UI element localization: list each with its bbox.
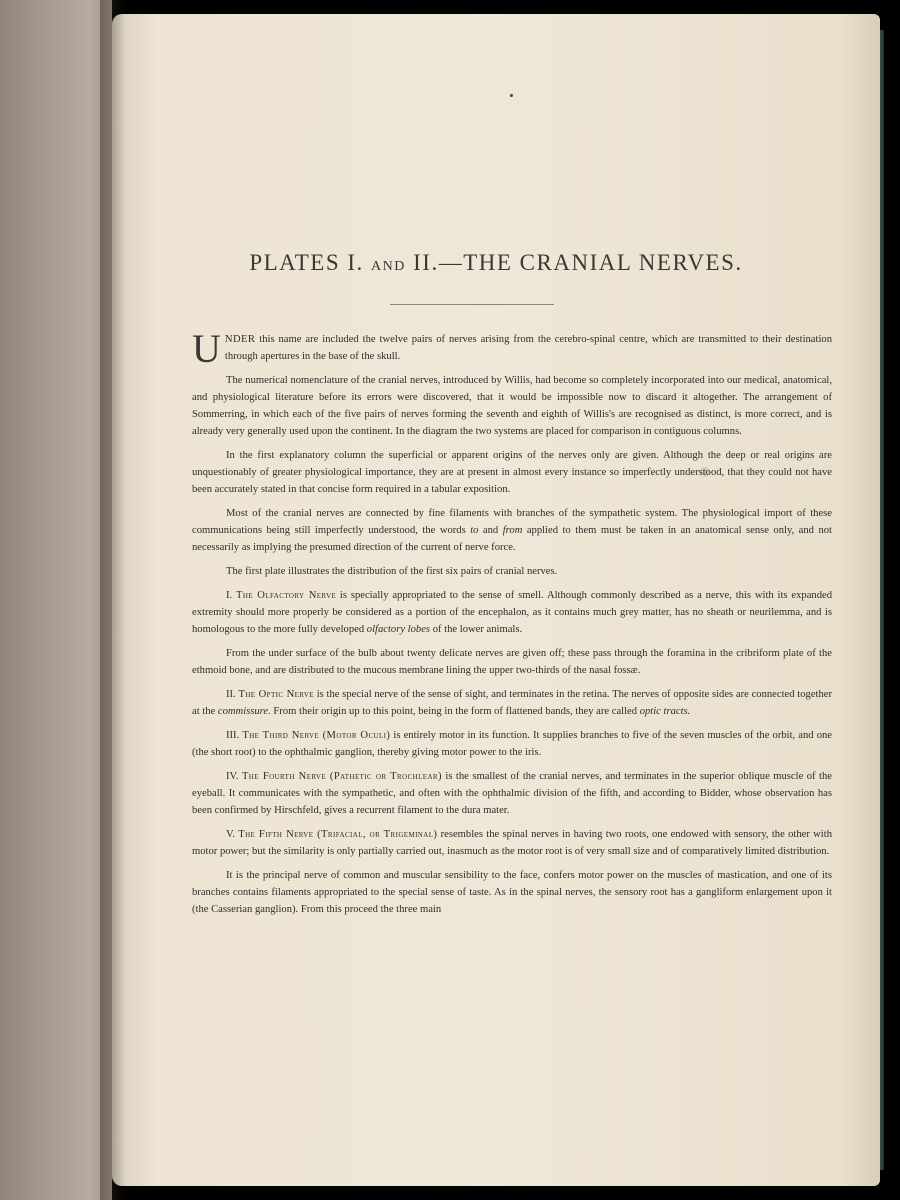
p8-italic-tracts: optic tracts. <box>639 706 691 717</box>
paragraph-first-plate: The first plate illustrates the distribution of the first six pairs of cranial nerves. <box>226 566 558 577</box>
p4-text-b: and <box>478 525 503 536</box>
p11-text: resembles the spinal nerves in having two roots, one endowed with sensory, the other with motor power; but the similarity is only partially carried out, inasmuch as the motor root is of very small size and of comparatively limited distribution. <box>192 829 832 857</box>
page-mark <box>510 94 513 97</box>
page-title <box>112 250 880 276</box>
paragraph-fourth-nerve <box>192 768 832 819</box>
paragraph-bulb: From the under surface of the bulb about twenty delicate nerves are given off; these pass through the foramina in the cribriform plate of the ethmoid bone, and are distributed to the mucous membrane lining the upper two-thirds of the nasal fossæ. <box>192 648 832 676</box>
p4-italic-to: to <box>470 525 479 536</box>
title-and: AND <box>371 259 406 274</box>
paragraph-sympathetic <box>192 505 832 556</box>
p9-nerve-name: The Third Nerve (Motor Oculi) <box>242 730 391 741</box>
p10-nerve-name: The Fourth Nerve (Pathetic or Trochlear) <box>241 771 442 782</box>
p10-text: is the smallest of the cranial nerves, and terminates in the superior oblique muscle of the eyeball. It communicates with the sympathetic, and often with the ophthalmic division of the fifth, and according to Bidder, whose observation has been confirmed by Hirschfeld, gives a recurrent filament to the dura mater. <box>192 771 832 816</box>
intro-text: this name are included the twelve pairs of nerves arising from the cerebro-spinal centre, which are transmitted to their destination through apertures in the base of the skull. <box>224 334 832 362</box>
paragraph-origins: In the first explanatory column the superficial or apparent origins of the nerves only are given. Although the deep or real origins are unquestionably of greater physiological importance, they are at present in almost every instance so imperfectly understood, that they could not have been accurately stated in that concise form required in a tabular exposition. <box>192 450 832 495</box>
p8-text-a: is the special nerve of the sense of sight, and terminates in the retina. The nerves of opposite sides are connected together at the <box>192 689 832 717</box>
drop-cap: U <box>192 326 221 371</box>
p11-nerve-name: The Fifth Nerve (Trifacial, or Trigeminal) <box>238 829 438 840</box>
p8-text-b: From their origin up to this point, being in the form of flattened bands, they are called <box>270 706 640 717</box>
paragraph-intro <box>192 326 832 371</box>
book-page <box>112 14 880 1186</box>
paragraph-olfactory <box>192 587 832 638</box>
p9-number: III. <box>226 730 243 741</box>
p4-text-a: Most of the cranial nerves are connected by fine filaments with branches of the sympathetic system. The physiological import of these communications being still imperfectly understood, the words <box>192 508 832 536</box>
p11-number: V. <box>226 829 239 840</box>
p9-text: is entirely motor in its function. It supplies branches to five of the seven muscles of the orbit, and one (the short root) to the ophthalmic ganglion, thereby giving motor power to the iris. <box>192 730 832 758</box>
p8-number: II. <box>226 689 239 700</box>
p6-number: I. <box>226 590 237 601</box>
body-text <box>192 326 832 925</box>
paragraph-nomenclature: The numerical nomenclature of the cranial nerves, introduced by Willis, had become so completely incorporated into our medical, anatomical, and physiological literature before its errors were discovered, that it would be impossible now to discard it altogether. The arrangement of Sommerring, in which each of the five pairs of nerves forming the seventh and eighth of Willis's are recognised as distinct, is more correct, and is already very generally used upon the continent. In the diagram the two systems are placed for comparison in contiguous columns. <box>192 375 832 437</box>
paragraph-third-nerve <box>192 727 832 761</box>
paragraph-optic <box>192 686 832 720</box>
intro-lead: NDER <box>224 334 256 345</box>
p6-text-a: is specially appropriated to the sense of smell. Although commonly described as a nerve, this with its expanded extremity should more properly be considered as a portion of the encephalon, as it contains much grey matter, has no sheath or neurilemma, and is homologous to the more fully developed <box>192 590 832 635</box>
p8-italic-commissure: commissure. <box>217 706 271 717</box>
p6-italic: olfactory lobes <box>366 624 431 635</box>
spine-shadow <box>100 0 126 1200</box>
p10-number: IV. <box>226 771 242 782</box>
title-rest: II.—THE CRANIAL NERVES. <box>413 250 743 275</box>
left-page-edge <box>0 0 112 1200</box>
title-main: PLATES I. <box>249 250 364 275</box>
p8-nerve-name: The Optic Nerve <box>238 689 314 700</box>
p6-nerve-name: The Olfactory Nerve <box>236 590 337 601</box>
paragraph-fifth-nerve <box>192 826 832 860</box>
p4-italic-from: from <box>502 525 523 536</box>
paragraph-sensibility: It is the principal nerve of common and muscular sensibility to the face, confers motor power on the muscles of mastication, and one of its branches contains filaments appropriated to the special sense of taste. As in the spinal nerves, the sensory root has a gangliform enlargement upon it (the Casserian ganglion). From this proceed the three main <box>192 870 832 915</box>
p4-text-c: applied to them must be taken in an anatomical sense only, and not necessarily as implying the presumed direction of the current of nerve force. <box>192 525 832 553</box>
p6-text-b: of the lower animals. <box>430 624 523 635</box>
title-divider <box>390 304 554 305</box>
